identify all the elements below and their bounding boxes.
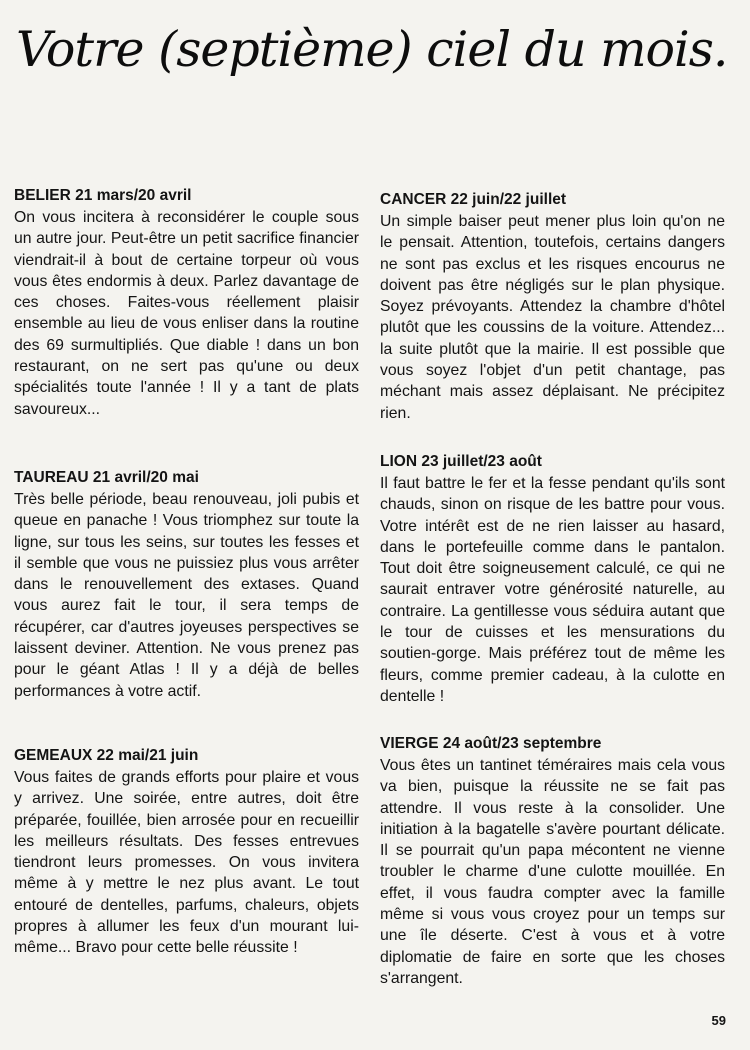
horoscope-lion [380, 452, 725, 707]
sign-heading-belier: BELIER 21 mars/20 avril [14, 187, 192, 204]
sign-text-vierge: Vous êtes un tantinet téméraires mais cela vous va bien, puisque la réussite ne se fait pas attendre. Il vous reste à la consolider. Une initiation à la bagatelle s'avère pourtant délicate. Il se pourrait qu'un papa mécontent ne vienne troubler le charme d'une culotte mouillée. En effet, il vous faudra compter avec la famille même si vous vous croyez pour un temps sur une île déserte. C'est à vous et à votre diplomatie de faire en sorte que les choses s'arrangent. [380, 757, 725, 987]
horoscope-vierge [380, 734, 725, 989]
sign-text-taureau: Très belle période, beau renouveau, joli pubis et queue en panache ! Vous triomphez sur toute la ligne, sur tous les seins, sur toutes les fesses et il semble que vous ne puissiez plus vous arrêter dans le renouvellement des extases. Quand vous aurez fait le tour, il sera temps de récupérer, car d'autres joyeuses perspectives se laissent deviner. Attention. Ne vous prenez pas pour le géant Atlas ! Il y a déjà de belles performances à votre actif. [14, 491, 359, 700]
horoscope-belier [14, 186, 359, 420]
sign-text-gemeaux: Vous faites de grands efforts pour plaire et vous y arrivez. Une soirée, entre autres, doit être préparée, fouillée, bien arrosée pour en recueillir les meilleurs résultats. Des fesses entrevues tiendront leurs promesses. On vous invitera même à y mettre le nez plus avant. Le tout entouré de dentelles, parfums, chaleurs, objets propres à allumer les feux d'un mourant lui-même... Bravo pour cette belle réussite ! [14, 769, 359, 957]
sign-text-lion: Il faut battre le fer et la fesse pendant qu'ils sont chauds, sinon on risque de les battre pour vous. Votre intérêt est de ne rien laisser au hasard, dans le portefeuille comme dans le pantalon. Tout doit être soigneusement calculé, ce qui ne saurait entraver votre générosité naturelle, au contraire. La gentillesse vous séduira autant que le tour de cuisses et les mensurations du soutien-gorge. Mais préférez tout de même les fleurs, comme premier cadeau, à la culotte en dentelle ! [380, 475, 725, 705]
horoscope-cancer [380, 190, 725, 424]
sign-text-cancer: Un simple baiser peut mener plus loin qu'on ne le pensait. Attention, toutefois, certains dangers ne sont pas exclus et les risques encourus ne doivent pas être négligés sur le plan physique. Soyez prévoyants. Attendez la chambre d'hôtel plutôt que les coussins de la voiture. Attendez... la suite plutôt que la mairie. Il est possible que vous soyez l'objet d'un petit chantage, pas méchant mais assez déplaisant. Ne précipitez rien. [380, 213, 725, 422]
sign-heading-gemeaux: GEMEAUX 22 mai/21 juin [14, 747, 199, 764]
sign-heading-cancer: CANCER 22 juin/22 juillet [380, 191, 567, 208]
sign-heading-taureau: TAUREAU 21 avril/20 mai [14, 469, 199, 486]
page-number: 59 [711, 1013, 726, 1028]
sign-heading-lion: LION 23 juillet/23 août [380, 453, 542, 470]
horoscope-gemeaux [14, 746, 359, 959]
page-title: Votre (septième) ciel du mois. [16, 21, 728, 78]
horoscope-taureau [14, 468, 359, 702]
sign-text-belier: On vous incitera à reconsidérer le couple sous un autre jour. Peut-être un petit sacrifice financier viendrait-il à bout de certaine torpeur où vous vous êtes endormis à deux. Parlez davantage de ces choses. Faites-vous réellement plaisir ensemble au lieu de vous enliser dans la routine des 69 surmultipliés. Que diable ! dans un bon restaurant, on ne sert pas qu'une ou deux spécialités toute l'année ! Il y a tant de plats savoureux... [14, 209, 359, 418]
sign-heading-vierge: VIERGE 24 août/23 septembre [380, 735, 602, 752]
